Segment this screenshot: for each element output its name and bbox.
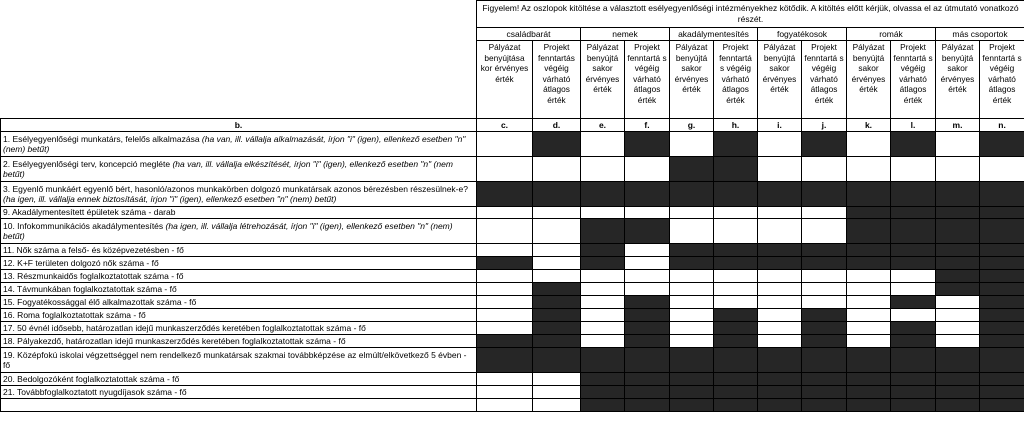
disabled-cell: [802, 244, 847, 257]
row-label-main: 21. Továbbfoglalkoztatott nyugdíjasok száma - fő: [3, 386, 187, 397]
input-cell[interactable]: [670, 296, 714, 309]
input-cell[interactable]: [581, 283, 625, 296]
disabled-cell: [847, 373, 891, 386]
input-cell[interactable]: [758, 335, 802, 348]
input-cell[interactable]: [670, 335, 714, 348]
input-cell[interactable]: [847, 335, 891, 348]
input-cell[interactable]: [533, 219, 581, 244]
disabled-cell: [581, 257, 625, 270]
disabled-cell: [980, 309, 1024, 322]
table-row: [1, 373, 1024, 386]
input-cell[interactable]: [477, 386, 533, 399]
input-cell[interactable]: [847, 296, 891, 309]
disabled-cell: [533, 309, 581, 322]
input-cell[interactable]: [581, 322, 625, 335]
input-cell[interactable]: [714, 283, 758, 296]
input-cell[interactable]: [758, 157, 802, 182]
disabled-cell: [670, 244, 714, 257]
disabled-cell: [936, 373, 980, 386]
disabled-cell: [670, 157, 714, 182]
group-header: családbarát: [477, 28, 581, 41]
input-cell[interactable]: [625, 283, 670, 296]
row-label-main: 19. Középfokú iskolai végzettséggel nem rendelkező munkatársak szakmai továbbképzése az elmúlt/elkövetkező 5 évben - fő: [3, 349, 467, 370]
row-label-note: (ha van, ill. vállalja elkészítését, írjon "i" (igen), ellenkező esetben "n" (nem betűt): [3, 158, 453, 179]
input-cell[interactable]: [625, 270, 670, 283]
subheader-submission: Pályázat benyújtá sakor érvényes érték: [670, 41, 714, 119]
input-cell[interactable]: [891, 309, 936, 322]
row-label: [1, 348, 477, 373]
input-cell[interactable]: [802, 157, 847, 182]
input-cell[interactable]: [936, 296, 980, 309]
group-header: nemek: [581, 28, 670, 41]
disabled-cell: [802, 399, 847, 412]
input-cell[interactable]: [758, 283, 802, 296]
row-label-main: 17. 50 évnél idősebb, határozatlan idejű munkaszerződés keretében foglalkoztatottak száma - fő: [3, 322, 366, 333]
input-cell[interactable]: [670, 322, 714, 335]
disabled-cell: [980, 207, 1024, 219]
input-cell[interactable]: [891, 283, 936, 296]
input-cell[interactable]: [670, 132, 714, 157]
row-label: [1, 399, 477, 412]
input-cell[interactable]: [670, 309, 714, 322]
column-letter: k.: [847, 119, 891, 132]
row-label-main: 10. Infokommunikációs akadálymentesítés: [3, 220, 166, 231]
input-cell[interactable]: [714, 270, 758, 283]
disabled-cell: [477, 335, 533, 348]
disabled-cell: [847, 244, 891, 257]
disabled-cell: [847, 182, 891, 207]
subheader-projection: Projekt fenntartás végéig várható átlagos érték: [533, 41, 581, 119]
disabled-cell: [847, 257, 891, 270]
disabled-cell: [802, 182, 847, 207]
notice-text: Figyelem! Az oszlopok kitöltése a választott esélyegyenlőségi intézményekhez kötődik. A kitöltés előtt kérjük, olvassa el az útmutató vonatkozó részét.: [477, 1, 1024, 28]
disabled-cell: [936, 283, 980, 296]
disabled-cell: [714, 373, 758, 386]
disabled-cell: [758, 182, 802, 207]
disabled-cell: [980, 219, 1024, 244]
row-label-main: 16. Roma foglalkoztatottak száma - fő: [3, 309, 146, 320]
input-cell[interactable]: [758, 219, 802, 244]
input-cell[interactable]: [533, 270, 581, 283]
input-cell[interactable]: [670, 219, 714, 244]
input-cell[interactable]: [581, 157, 625, 182]
table-row: [1, 182, 1024, 207]
row-label: [1, 157, 477, 182]
input-cell[interactable]: [802, 270, 847, 283]
subheader-submission: Pályázat benyújtá sakor érvényes érték: [936, 41, 980, 119]
disabled-cell: [533, 296, 581, 309]
input-cell[interactable]: [936, 157, 980, 182]
disabled-cell: [758, 257, 802, 270]
disabled-cell: [625, 335, 670, 348]
disabled-cell: [980, 322, 1024, 335]
row-label-note: (ha van, ill. vállalja alkalmazását, írjon "i" (igen), ellenkező esetben "n" (nem) betűt): [3, 133, 466, 154]
subheader-submission: Pályázat benyújtá sakor érvényes érték: [847, 41, 891, 119]
input-cell[interactable]: [670, 283, 714, 296]
disabled-cell: [533, 322, 581, 335]
disabled-cell: [891, 296, 936, 309]
disabled-cell: [581, 399, 625, 412]
disabled-cell: [670, 373, 714, 386]
disabled-cell: [980, 132, 1024, 157]
disabled-cell: [625, 219, 670, 244]
row-label-main: 2. Esélyegyenlőségi terv, koncepció megléte: [3, 158, 173, 169]
input-cell[interactable]: [477, 399, 533, 412]
disabled-cell: [625, 132, 670, 157]
input-cell[interactable]: [625, 157, 670, 182]
disabled-cell: [625, 296, 670, 309]
input-cell[interactable]: [758, 309, 802, 322]
subheader-projection: Projekt fenntartá s végéig várható átlagos érték: [802, 41, 847, 119]
disabled-cell: [847, 399, 891, 412]
input-cell[interactable]: [625, 257, 670, 270]
disabled-cell: [891, 244, 936, 257]
input-cell[interactable]: [477, 373, 533, 386]
disabled-cell: [891, 322, 936, 335]
group-header: fogyatékosok: [758, 28, 847, 41]
row-label-main: 13. Részmunkaidős foglalkoztatottak száma - fő: [3, 270, 184, 281]
column-letter: d.: [533, 119, 581, 132]
input-cell[interactable]: [847, 309, 891, 322]
disabled-cell: [581, 182, 625, 207]
row-label-main: 9. Akadálymentesített épületek száma - darab: [3, 207, 176, 218]
disabled-cell: [936, 257, 980, 270]
group-header: romák: [847, 28, 936, 41]
disabled-cell: [980, 244, 1024, 257]
disabled-cell: [802, 309, 847, 322]
row-label-main: 3. Egyenlő munkáért egyenlő bért, hasonló/azonos munkakörben dolgozó munkatársak azonos bérezésben részesülnek-e?: [3, 183, 468, 194]
disabled-cell: [758, 386, 802, 399]
disabled-cell: [670, 399, 714, 412]
input-cell[interactable]: [477, 296, 533, 309]
subheader-projection: Projekt fenntartá s végéig várható átlagos érték: [714, 41, 758, 119]
row-label: [1, 219, 477, 244]
table-row: [1, 219, 1024, 244]
row-label: [1, 182, 477, 207]
disabled-cell: [802, 257, 847, 270]
disabled-cell: [891, 373, 936, 386]
input-cell[interactable]: [625, 207, 670, 219]
subheader-projection: Projekt fenntartá s végéig várható átlagos érték: [625, 41, 670, 119]
input-cell[interactable]: [533, 399, 581, 412]
disabled-cell: [802, 386, 847, 399]
disabled-cell: [802, 348, 847, 373]
disabled-cell: [802, 373, 847, 386]
input-cell[interactable]: [936, 335, 980, 348]
input-cell[interactable]: [477, 157, 533, 182]
subheader-submission: Pályázat benyújtá sakor érvényes érték: [581, 41, 625, 119]
input-cell[interactable]: [533, 207, 581, 219]
subheader-projection: Projekt fenntartá s végéig várható átlagos érték: [891, 41, 936, 119]
disabled-cell: [891, 335, 936, 348]
input-cell[interactable]: [758, 322, 802, 335]
input-cell[interactable]: [477, 219, 533, 244]
input-cell[interactable]: [936, 132, 980, 157]
disabled-cell: [714, 157, 758, 182]
column-letter: n.: [980, 119, 1024, 132]
table-row: [1, 309, 1024, 322]
input-cell[interactable]: [847, 270, 891, 283]
disabled-cell: [936, 348, 980, 373]
row-label: [1, 386, 477, 399]
disabled-cell: [980, 257, 1024, 270]
input-cell[interactable]: [533, 257, 581, 270]
disabled-cell: [670, 348, 714, 373]
column-letter: g.: [670, 119, 714, 132]
input-cell[interactable]: [847, 132, 891, 157]
input-cell[interactable]: [847, 157, 891, 182]
input-cell[interactable]: [477, 270, 533, 283]
disabled-cell: [936, 386, 980, 399]
disabled-cell: [625, 373, 670, 386]
input-cell[interactable]: [802, 296, 847, 309]
input-cell[interactable]: [477, 207, 533, 219]
subheader-submission: Pályázat benyújtá sakor érvényes érték: [758, 41, 802, 119]
disabled-cell: [802, 132, 847, 157]
input-cell[interactable]: [936, 309, 980, 322]
disabled-cell: [533, 182, 581, 207]
disabled-cell: [625, 322, 670, 335]
disabled-cell: [847, 348, 891, 373]
table-row: [1, 207, 1024, 219]
input-cell[interactable]: [533, 244, 581, 257]
column-letter: e.: [581, 119, 625, 132]
row-label: [1, 309, 477, 322]
input-cell[interactable]: [477, 283, 533, 296]
input-cell[interactable]: [714, 296, 758, 309]
column-letter: m.: [936, 119, 980, 132]
disabled-cell: [533, 348, 581, 373]
input-cell[interactable]: [980, 157, 1024, 182]
input-cell[interactable]: [714, 207, 758, 219]
input-cell[interactable]: [581, 270, 625, 283]
disabled-cell: [670, 182, 714, 207]
disabled-cell: [714, 399, 758, 412]
input-cell[interactable]: [758, 296, 802, 309]
row-label-main: 15. Fogyatékossággal élő alkalmazottak száma - fő: [3, 296, 197, 307]
disabled-cell: [714, 335, 758, 348]
input-cell[interactable]: [477, 244, 533, 257]
input-cell[interactable]: [758, 270, 802, 283]
input-cell[interactable]: [758, 132, 802, 157]
disabled-cell: [581, 348, 625, 373]
input-cell[interactable]: [533, 386, 581, 399]
disabled-cell: [891, 257, 936, 270]
table-row: [1, 335, 1024, 348]
input-cell[interactable]: [581, 335, 625, 348]
disabled-cell: [802, 335, 847, 348]
table-row: [1, 270, 1024, 283]
row-label: [1, 373, 477, 386]
input-cell[interactable]: [581, 207, 625, 219]
row-label-main: 1. Esélyegyenlőségi munkatárs, felelős alkalmazása: [3, 133, 202, 144]
table-row: [1, 157, 1024, 182]
disabled-cell: [980, 182, 1024, 207]
disabled-cell: [670, 386, 714, 399]
row-label-main: 18. Pályakezdő, határozatlan idejű munkaszerződés keretében foglalkoztatottak száma - fő: [3, 335, 346, 346]
disabled-cell: [714, 309, 758, 322]
group-header: akadálymentesítés: [670, 28, 758, 41]
input-cell[interactable]: [847, 322, 891, 335]
disabled-cell: [980, 283, 1024, 296]
disabled-cell: [533, 283, 581, 296]
disabled-cell: [477, 182, 533, 207]
disabled-cell: [625, 399, 670, 412]
disabled-cell: [758, 373, 802, 386]
row-label-main: 12. K+F területen dolgozó nők száma - fő: [3, 257, 159, 268]
row-label: [1, 283, 477, 296]
input-cell[interactable]: [847, 283, 891, 296]
column-letter: h.: [714, 119, 758, 132]
input-cell[interactable]: [891, 270, 936, 283]
table-row: [1, 322, 1024, 335]
disabled-cell: [714, 257, 758, 270]
disabled-cell: [936, 270, 980, 283]
input-cell[interactable]: [670, 207, 714, 219]
disabled-cell: [714, 182, 758, 207]
disabled-cell: [581, 373, 625, 386]
disabled-cell: [625, 309, 670, 322]
table-row: [1, 257, 1024, 270]
column-letter: l.: [891, 119, 936, 132]
column-letter: f.: [625, 119, 670, 132]
disabled-cell: [891, 207, 936, 219]
input-cell[interactable]: [802, 219, 847, 244]
disabled-cell: [847, 219, 891, 244]
disabled-cell: [581, 219, 625, 244]
input-cell[interactable]: [581, 296, 625, 309]
input-cell[interactable]: [477, 309, 533, 322]
input-cell[interactable]: [533, 157, 581, 182]
row-label: [1, 322, 477, 335]
column-letter: j.: [802, 119, 847, 132]
disabled-cell: [847, 207, 891, 219]
disabled-cell: [936, 182, 980, 207]
column-letter-label: b.: [1, 119, 477, 132]
input-cell[interactable]: [936, 322, 980, 335]
disabled-cell: [936, 219, 980, 244]
disabled-cell: [891, 132, 936, 157]
subheader-projection: Projekt fenntartá s végéig várható átlagos érték: [980, 41, 1024, 119]
row-label: [1, 335, 477, 348]
disabled-cell: [758, 399, 802, 412]
table-row: [1, 132, 1024, 157]
disabled-cell: [980, 270, 1024, 283]
disabled-cell: [891, 219, 936, 244]
disabled-cell: [581, 244, 625, 257]
disabled-cell: [714, 322, 758, 335]
input-cell[interactable]: [581, 132, 625, 157]
disabled-cell: [625, 348, 670, 373]
input-cell[interactable]: [714, 219, 758, 244]
disabled-cell: [936, 207, 980, 219]
row-label: [1, 244, 477, 257]
input-cell[interactable]: [477, 322, 533, 335]
table-row: [1, 348, 1024, 373]
row-label: [1, 207, 477, 219]
row-label: [1, 132, 477, 157]
row-label: [1, 257, 477, 270]
disabled-cell: [980, 348, 1024, 373]
disabled-cell: [714, 244, 758, 257]
input-cell[interactable]: [802, 207, 847, 219]
disabled-cell: [980, 399, 1024, 412]
group-header: más csoportok: [936, 28, 1024, 41]
input-cell[interactable]: [625, 244, 670, 257]
table-row: [1, 296, 1024, 309]
row-label-main: 14. Távmunkában foglalkoztatottak száma - fő: [3, 283, 177, 294]
disabled-cell: [477, 348, 533, 373]
disabled-cell: [670, 257, 714, 270]
disabled-cell: [980, 335, 1024, 348]
disabled-cell: [714, 132, 758, 157]
row-label-main: 11. Nők száma a felső- és középvezetésben - fő: [3, 244, 184, 255]
row-label-main: 20. Bedolgozóként foglalkoztatottak száma - fő: [3, 373, 180, 384]
disabled-cell: [533, 335, 581, 348]
disabled-cell: [891, 399, 936, 412]
disabled-cell: [581, 386, 625, 399]
disabled-cell: [758, 348, 802, 373]
input-cell[interactable]: [758, 207, 802, 219]
disabled-cell: [891, 182, 936, 207]
input-cell[interactable]: [581, 309, 625, 322]
disabled-cell: [891, 348, 936, 373]
disabled-cell: [533, 132, 581, 157]
disabled-cell: [980, 386, 1024, 399]
input-cell[interactable]: [891, 157, 936, 182]
row-label: [1, 270, 477, 283]
disabled-cell: [758, 244, 802, 257]
row-label: [1, 296, 477, 309]
disabled-cell: [936, 244, 980, 257]
disabled-cell: [625, 182, 670, 207]
disabled-cell: [847, 386, 891, 399]
disabled-cell: [625, 386, 670, 399]
table-row: [1, 399, 1024, 412]
disabled-cell: [477, 257, 533, 270]
disabled-cell: [714, 386, 758, 399]
input-cell[interactable]: [802, 283, 847, 296]
subheader-submission: Pályázat benyújtása kor érvényes érték: [477, 41, 533, 119]
input-cell[interactable]: [670, 270, 714, 283]
row-label-note: (ha igen, ill. vállalja létrehozását, írjon "i" (igen), ellenkező esetben "n" (nem) betűt): [3, 220, 453, 241]
column-letter: c.: [477, 119, 533, 132]
input-cell[interactable]: [533, 373, 581, 386]
row-label-note: (ha igen, ill. vállalja ennek biztosítását, írjon "i" (igen), ellenkező esetben "n" (nem) betűt): [3, 194, 337, 204]
column-letter: i.: [758, 119, 802, 132]
disabled-cell: [802, 322, 847, 335]
disabled-cell: [980, 296, 1024, 309]
disabled-cell: [936, 399, 980, 412]
table-row: [1, 386, 1024, 399]
disabled-cell: [980, 373, 1024, 386]
input-cell[interactable]: [477, 132, 533, 157]
disabled-cell: [714, 348, 758, 373]
table-row: [1, 244, 1024, 257]
table-row: [1, 283, 1024, 296]
disabled-cell: [891, 386, 936, 399]
